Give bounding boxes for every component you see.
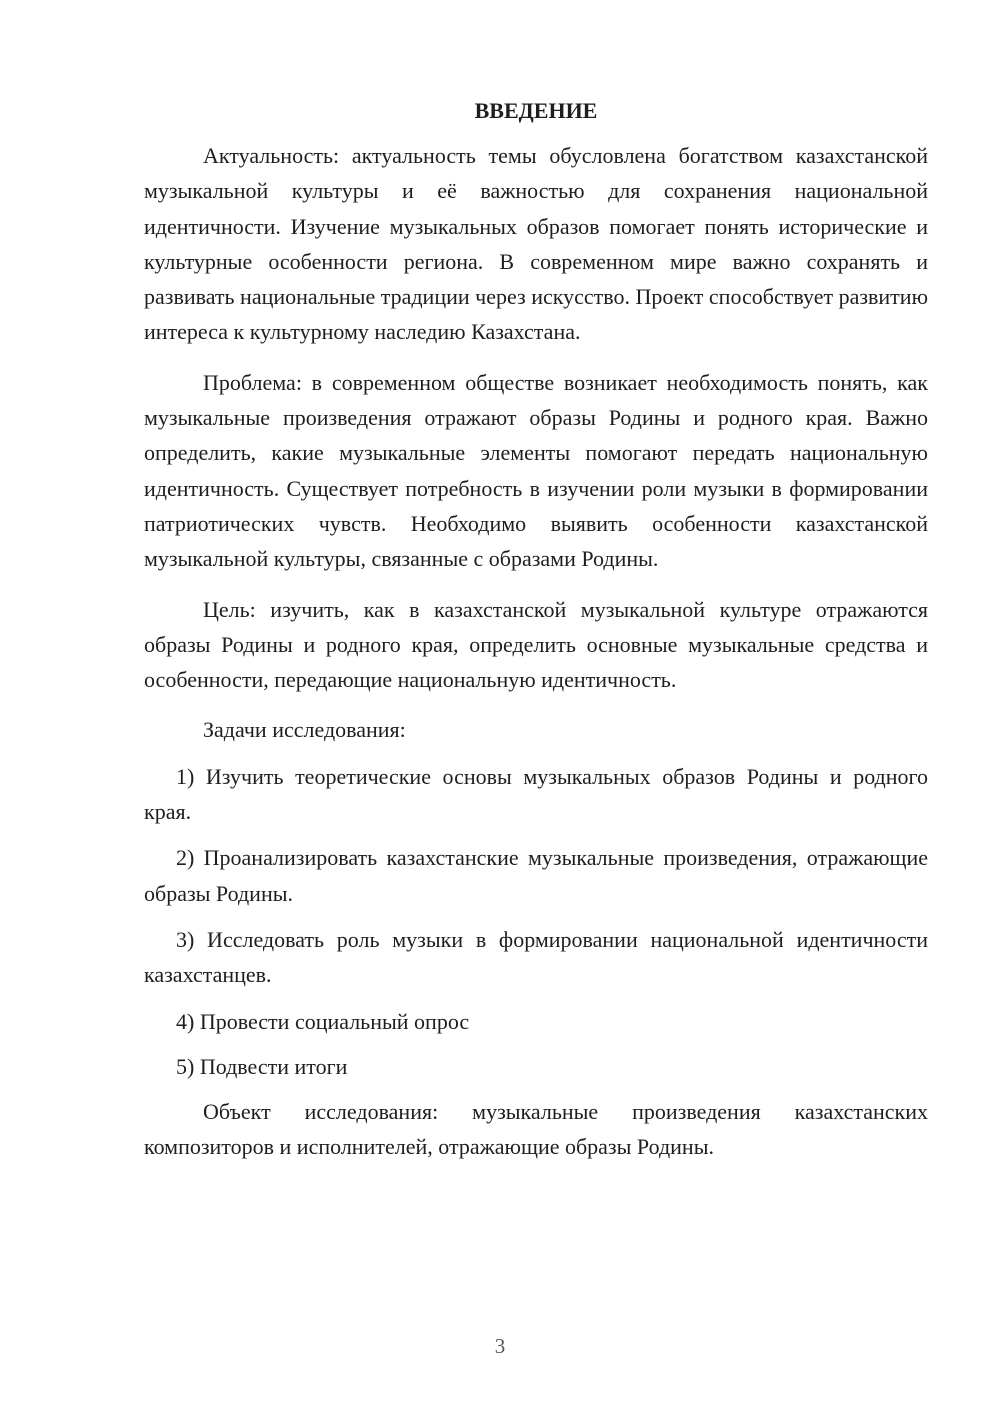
page-number: 3 bbox=[494, 1334, 506, 1358]
task-item-2: 2) Проанализировать казахстанские музыкальные произведения, отражающие образы Родины. bbox=[144, 845, 928, 906]
task-item-5: 5) Подвести итоги bbox=[176, 1053, 348, 1079]
goal-paragraph: Цель: изучить, как в казахстанской музыкальной культуре отражаются образы Родины и родного края, определить основные музыкальные средства и особенности, передающие национальную идентичность. bbox=[144, 596, 928, 693]
page-content bbox=[144, 96, 928, 1165]
object-paragraph: Объект исследования: музыкальные произведения казахстанских композиторов и исполнителей, отражающие образы Родины. bbox=[144, 1099, 928, 1160]
relevance-paragraph: Актуальность: актуальность темы обусловлена богатством казахстанской музыкальной культуры и её важностью для сохранения национальной идентичности. Изучение музыкальных образов помогает понять исторические и культурные особенности региона. В современном мире важно сохранять и развивать национальные традиции через искусство. Проект способствует развитию интереса к культурному наследию Казахстана. bbox=[144, 143, 929, 345]
task-item-3: 3) Исследовать роль музыки в формировании национальной идентичности казахстанцев. bbox=[144, 926, 928, 988]
section-title: ВВЕДЕНИЕ bbox=[474, 98, 598, 123]
task-item-1: 1) Изучить теоретические основы музыкальных образов Родины и родного края. bbox=[144, 763, 928, 825]
problem-paragraph: Проблема: в современном обществе возникает необходимость понять, как музыкальные произведения отражают образы Родины и родного края. Важно определить, какие музыкальные элементы помогают передать национальную идентичность. Существует потребность в изучении роли музыки в формировании патриотических чувств. Необходимо выявить особенности казахстанской музыкальной культуры, связанные с образами Родины. bbox=[144, 369, 928, 572]
task-item-4: 4) Провести социальный опрос bbox=[176, 1008, 470, 1034]
tasks-heading: Задачи исследования: bbox=[203, 717, 406, 743]
